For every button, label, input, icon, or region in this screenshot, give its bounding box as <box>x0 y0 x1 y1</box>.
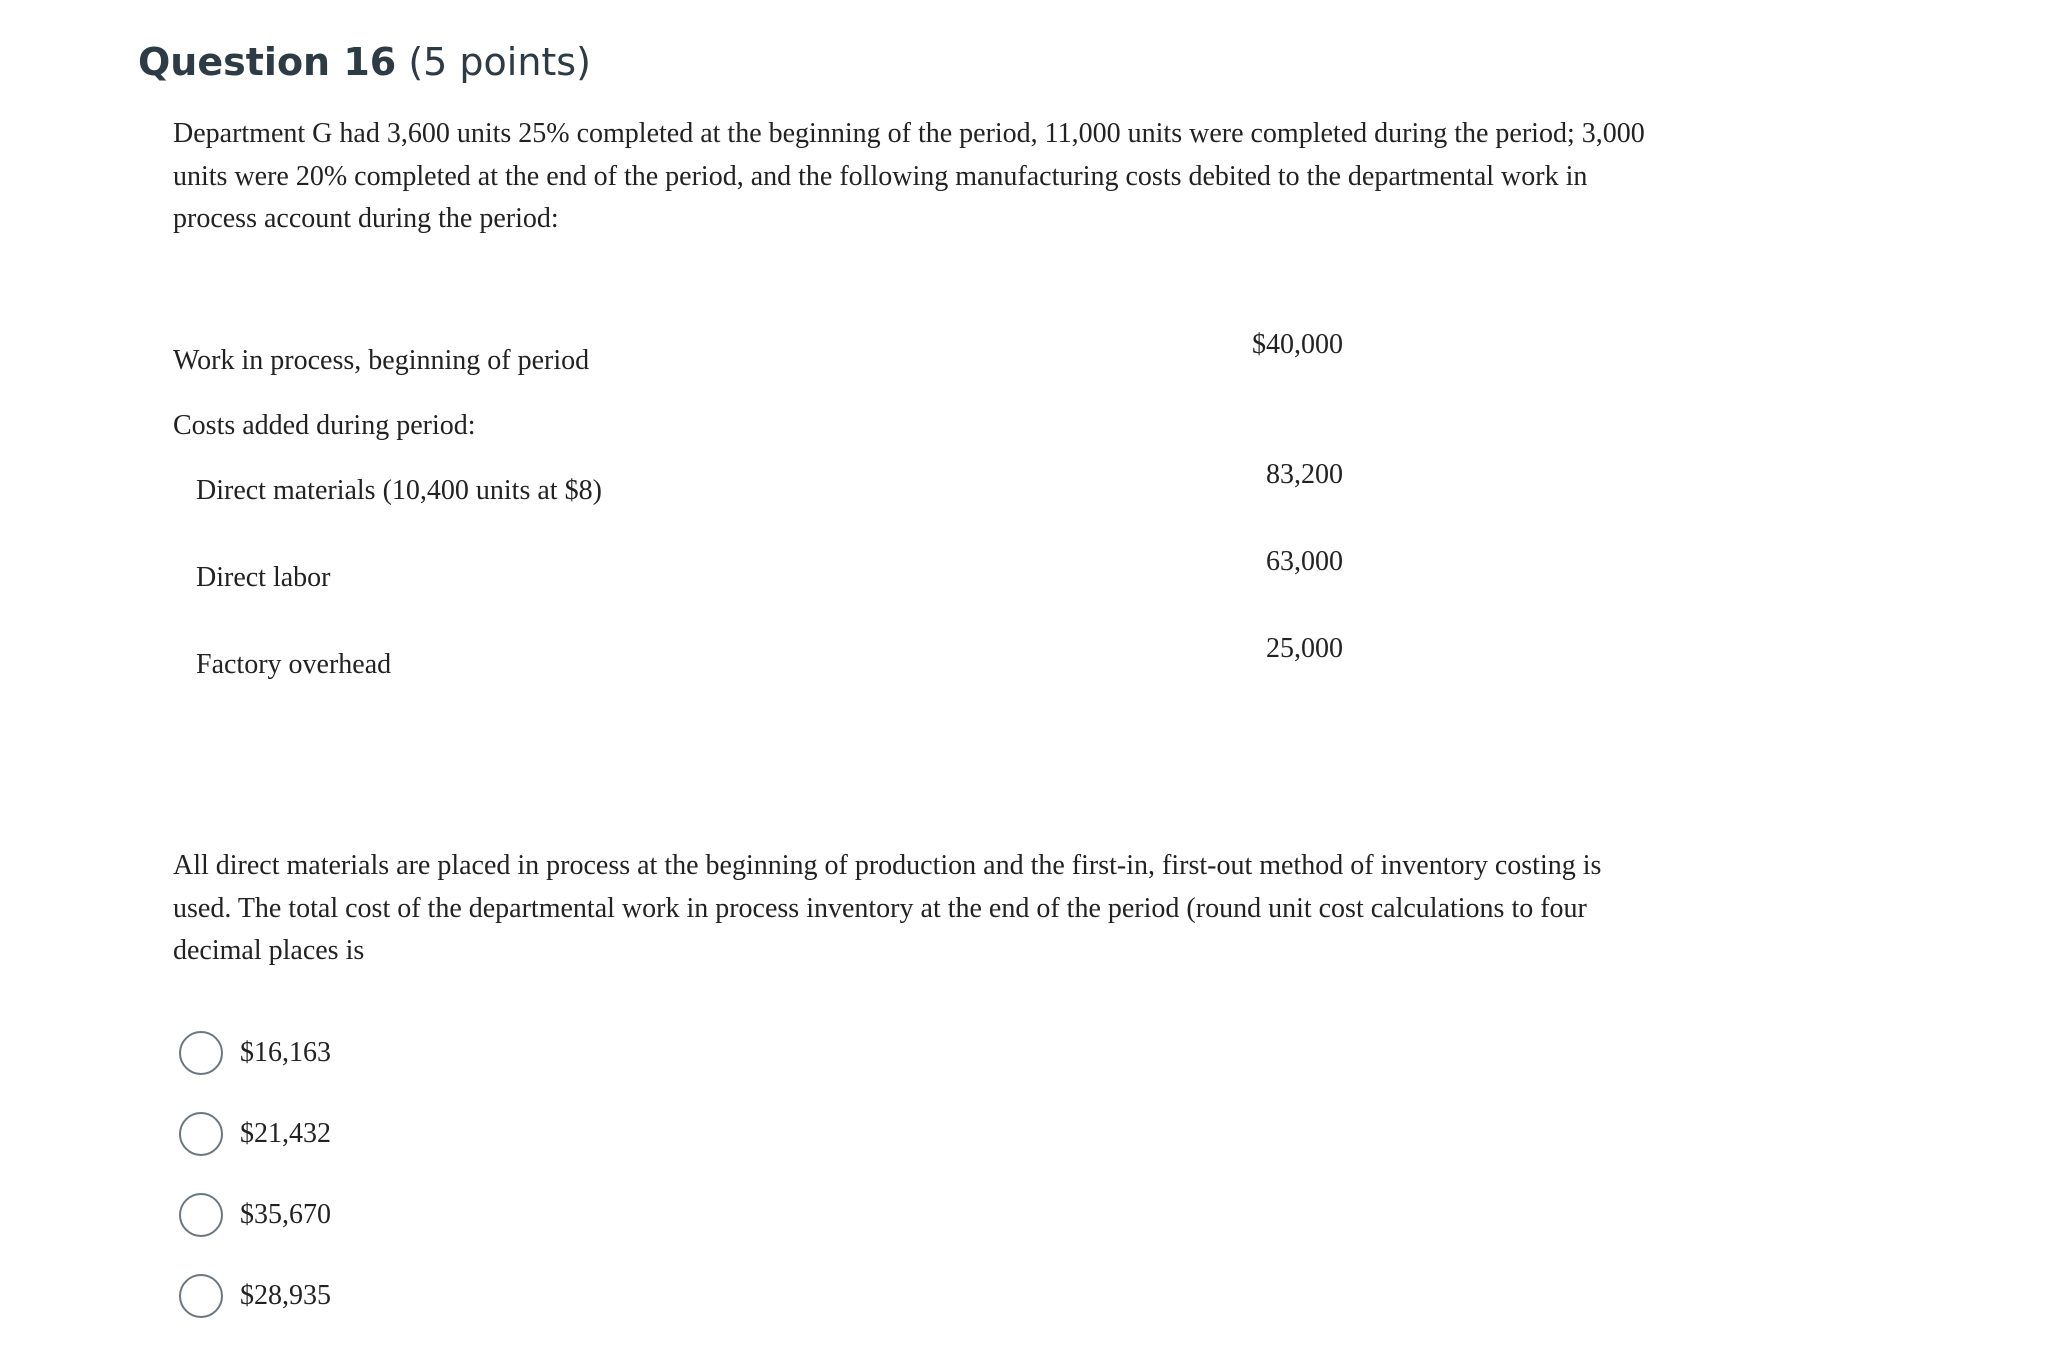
cost-label: Factory overhead <box>196 649 392 680</box>
question-header <box>138 36 591 88</box>
question-title: Question 16 <box>138 40 397 84</box>
answer-option-label[interactable]: $35,670 <box>240 1199 331 1230</box>
cost-row-direct-materials <box>173 459 1343 507</box>
question-points: (5 points) <box>408 40 591 84</box>
answer-option-3[interactable] <box>179 1191 331 1239</box>
cost-amount: 63,000 <box>1266 546 1343 577</box>
question-prompt: All direct materials are placed in process at the beginning of production and the first-in, first-out method of inventory costing is used. The total cost of the departmental work in process inventory at the end of the period (round unit cost calculations to four decimal places is <box>173 850 1602 966</box>
radio-button[interactable] <box>179 1193 223 1237</box>
cost-label: Direct materials (10,400 units at $8) <box>196 475 602 506</box>
cost-label: Costs added during period: <box>173 410 476 441</box>
answer-option-label[interactable]: $16,163 <box>240 1037 331 1068</box>
answer-option-1[interactable] <box>179 1029 331 1077</box>
answer-option-label[interactable]: $21,432 <box>240 1118 331 1149</box>
cost-row-direct-labor <box>173 546 1343 594</box>
question-intro: Department G had 3,600 units 25% completed at the beginning of the period, 11,000 units were completed during the period; 3,000 units were 20% completed at the end of the period, and the following manufacturing costs debited to the departmental work in process account during the period: <box>173 118 1645 234</box>
answer-option-label[interactable]: $28,935 <box>240 1280 331 1311</box>
cost-row-factory-overhead <box>173 633 1343 681</box>
cost-row-wip-beginning <box>173 329 1343 377</box>
answer-option-4[interactable] <box>179 1272 331 1320</box>
cost-label: Direct labor <box>196 562 331 593</box>
cost-amount: $40,000 <box>1252 329 1343 360</box>
cost-label: Work in process, beginning of period <box>173 345 590 376</box>
radio-button[interactable] <box>179 1112 223 1156</box>
radio-button[interactable] <box>179 1274 223 1318</box>
cost-amount: 83,200 <box>1266 459 1343 490</box>
radio-button[interactable] <box>179 1031 223 1075</box>
cost-amount: 25,000 <box>1266 633 1343 664</box>
answer-option-2[interactable] <box>179 1110 331 1158</box>
cost-row-costs-added-heading <box>173 402 1343 442</box>
